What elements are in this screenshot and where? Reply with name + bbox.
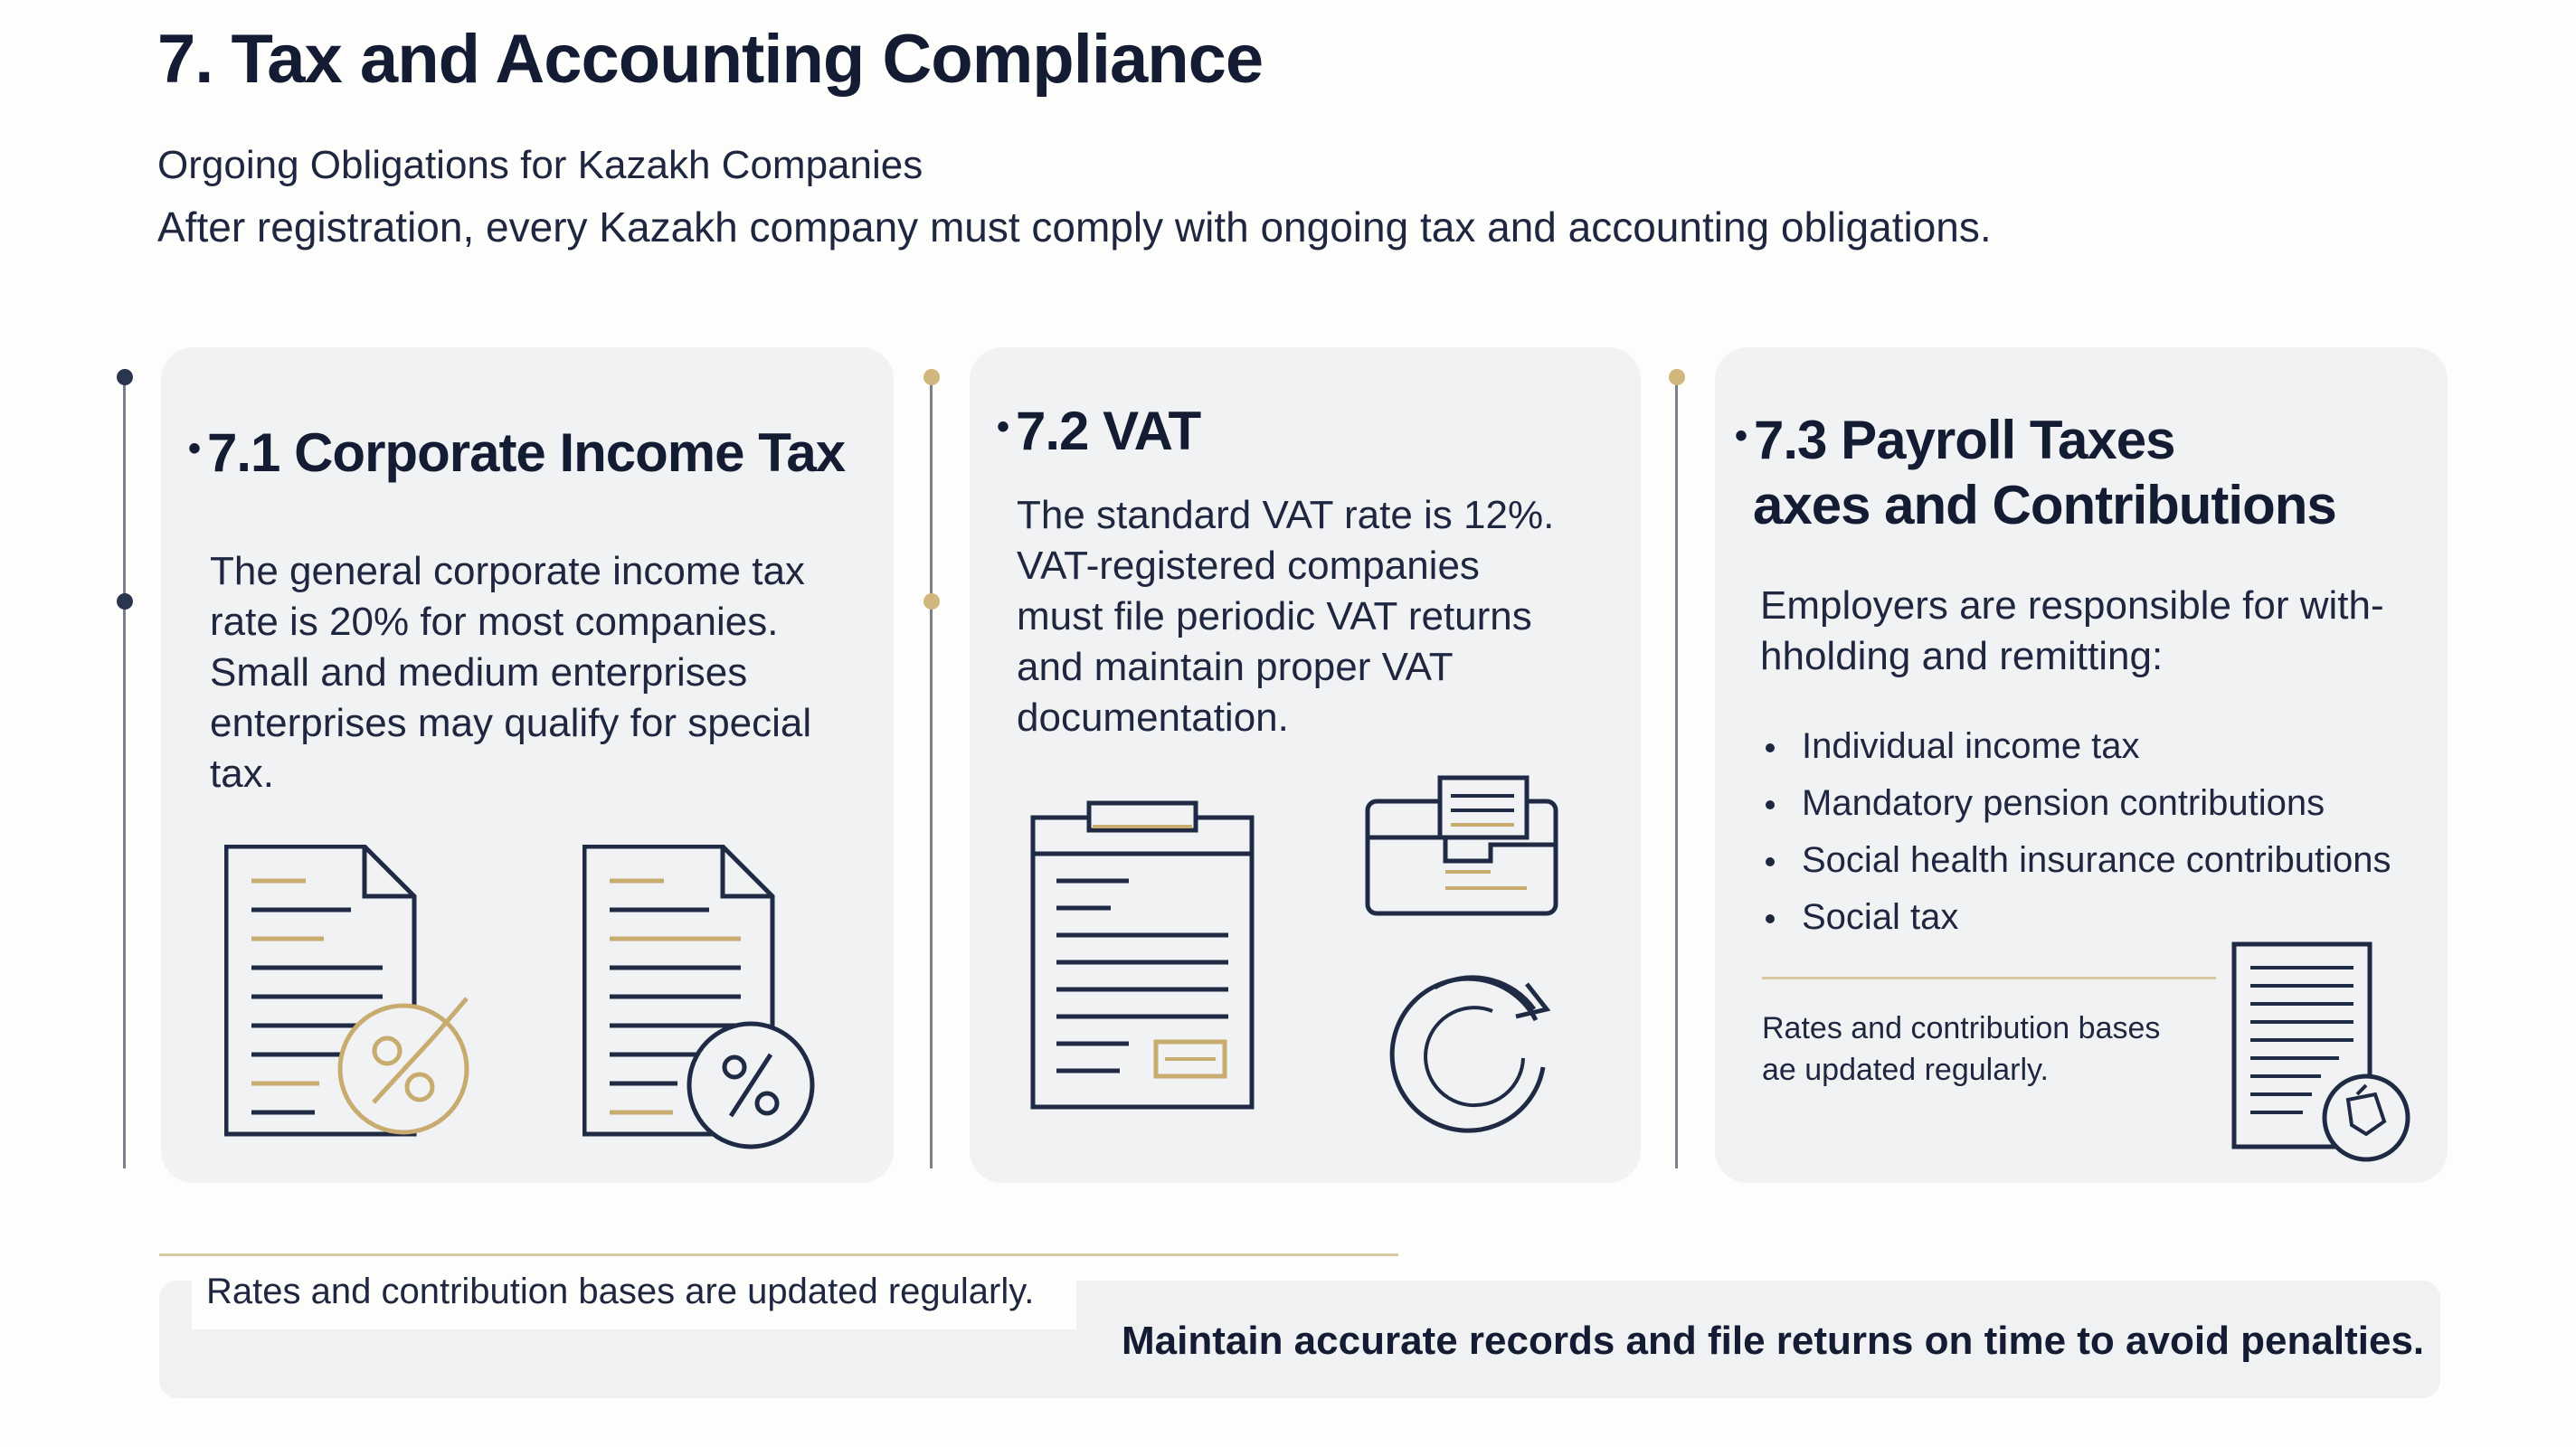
timeline-dot xyxy=(923,369,940,385)
timeline-dot xyxy=(923,593,940,610)
timeline-dot xyxy=(117,593,133,610)
body-line: and maintain proper VAT xyxy=(1017,645,1454,689)
body-line: enterprises may qualify for special xyxy=(210,701,812,745)
card-title xyxy=(1735,403,2336,538)
intro-text: After registration, every Kazakh company must comply with ongoing tax and accounting obligations. xyxy=(157,203,1992,251)
note-line: Rates and contribution bases xyxy=(1762,1011,2161,1045)
card-body xyxy=(210,546,811,799)
payroll-obligations-list xyxy=(1766,718,2391,946)
card-title-text: 7.3 Payroll Taxes xyxy=(1754,410,2175,470)
body-line: tax. xyxy=(210,752,274,796)
title-bullet: • xyxy=(188,429,201,468)
card-body xyxy=(1760,581,2384,682)
list-item: Social health insurance contributions xyxy=(1766,832,2391,889)
timeline-line-1 xyxy=(123,378,126,1168)
footer-gold-rule xyxy=(159,1253,1398,1256)
card-corporate-income-tax xyxy=(161,347,894,1183)
body-line: The general corporate income tax xyxy=(210,549,805,593)
body-line: Employers are responsible for with- xyxy=(1760,583,2384,628)
body-line: hholding and remitting: xyxy=(1760,634,2164,678)
page-subtitle: Orgoing Obligations for Kazakh Companies xyxy=(157,143,923,187)
body-line: documentation. xyxy=(1017,695,1289,740)
body-line: must file periodic VAT returns xyxy=(1017,594,1532,638)
timeline-line-3 xyxy=(1675,378,1678,1168)
footer-note: Rates and contribution bases are updated regularly. xyxy=(206,1272,1035,1311)
body-line: Small and medium enterprises xyxy=(210,650,748,695)
list-item: Social tax xyxy=(1766,889,2391,946)
timeline-dot xyxy=(1669,369,1685,385)
card-title-line xyxy=(1735,403,2336,473)
title-bullet: • xyxy=(1735,416,1747,456)
page-title: 7. Tax and Accounting Compliance xyxy=(157,21,1264,98)
card-title-line: axes and Contributions xyxy=(1753,475,2336,535)
footer-emphasis: Maintain accurate records and file returns on time to avoid penalties. xyxy=(1122,1319,2425,1363)
card-body xyxy=(1017,490,1554,743)
card-title xyxy=(997,394,1200,464)
list-item: Mandatory pension contributions xyxy=(1766,775,2391,832)
list-item: Individual income tax xyxy=(1766,718,2391,775)
note-line: ae updated regularly. xyxy=(1762,1053,2049,1087)
title-bullet: • xyxy=(997,407,1009,447)
refresh-icon xyxy=(1384,957,1565,1138)
body-line: rate is 20% for most companies. xyxy=(210,600,779,644)
body-line: The standard VAT rate is 12%. xyxy=(1017,493,1555,537)
gold-divider xyxy=(1762,977,2216,979)
document-stamp-icon xyxy=(2230,941,2411,1176)
card-title-text: 7.1 Corporate Income Tax xyxy=(207,422,846,483)
filing-tray-icon xyxy=(1364,774,1563,919)
body-line: VAT-registered companies xyxy=(1017,544,1480,588)
card-title-text: 7.2 VAT xyxy=(1016,401,1201,461)
clipboard-icon xyxy=(1029,799,1264,1116)
card-title xyxy=(188,416,845,486)
document-percent-icon xyxy=(582,845,854,1152)
document-percent-icon xyxy=(224,845,496,1152)
rates-note xyxy=(1762,1007,2160,1091)
card-payroll-taxes xyxy=(1715,347,2448,1183)
card-vat xyxy=(970,347,1641,1183)
timeline-dot xyxy=(117,369,133,385)
timeline-line-2 xyxy=(930,378,933,1168)
